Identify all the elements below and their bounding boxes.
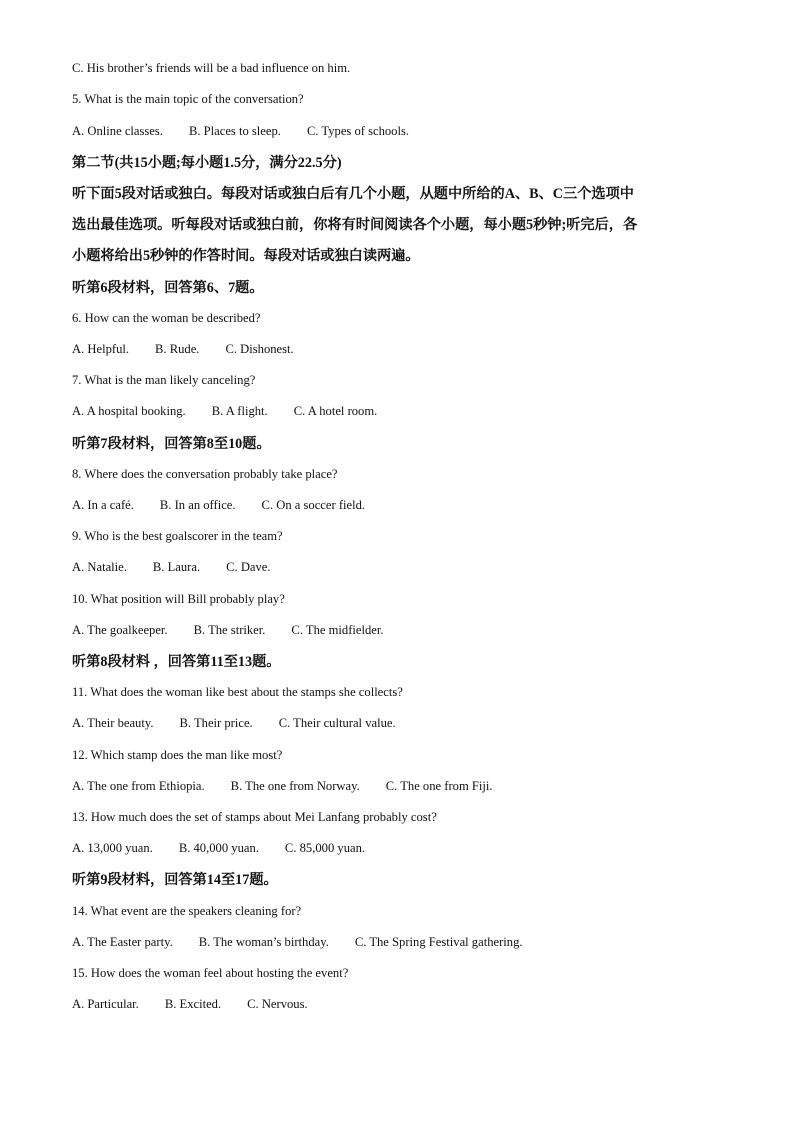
question-text: 15. How does the woman feel about hosting the event?	[72, 966, 349, 980]
answer-option: B. Rude.	[155, 342, 200, 356]
answer-option: B. Laura.	[152, 560, 201, 574]
answer-option: C. The midfielder.	[291, 623, 384, 637]
section-heading: 听第7段材料，回答第8至10题。	[72, 436, 271, 452]
answer-option: B. The striker.	[193, 623, 266, 637]
answer-option: A. Their beauty.	[72, 716, 154, 730]
answer-option: A. 13,000 yuan.	[72, 841, 153, 855]
answer-option: C. 85,000 yuan.	[284, 841, 366, 855]
answer-option: A. Helpful.	[72, 342, 130, 356]
answer-options	[72, 123, 409, 139]
answer-option: B. Excited.	[164, 997, 222, 1011]
answer-options	[72, 497, 365, 513]
answer-option: C. The one from Fiji.	[385, 779, 493, 793]
answer-option: C. Dave.	[226, 560, 271, 574]
answer-option: C. The Spring Festival gathering.	[354, 935, 523, 949]
answer-options	[72, 840, 365, 856]
answer-options	[72, 996, 308, 1012]
answer-option: A. The Easter party.	[72, 935, 173, 949]
answer-option: C. On a soccer field.	[261, 498, 366, 512]
answer-options	[72, 934, 523, 950]
answer-option: C. A hotel room.	[293, 404, 378, 418]
question-text: 14. What event are the speakers cleaning for?	[72, 904, 302, 918]
question-text: 13. How much does the set of stamps about Mei Lanfang probably cost?	[72, 810, 437, 824]
answer-options	[72, 622, 384, 638]
answer-option: A. The goalkeeper.	[72, 623, 168, 637]
question-text: 9. Who is the best goalscorer in the team?	[72, 529, 283, 543]
answer-option: C. Dishonest.	[225, 342, 294, 356]
section-heading: 听第8段材料 ，回答第11至13题。	[72, 654, 281, 670]
answer-option: A. In a café.	[72, 498, 134, 512]
answer-option: B. 40,000 yuan.	[178, 841, 259, 855]
section-heading: 听下面5段对话或独白。每段对话或独白后有几个小题，从题中所给的A、B、C三个选项中	[72, 186, 634, 202]
answer-option: B. The woman’s birthday.	[198, 935, 329, 949]
section-heading: 听第6段材料，回答第6、7题。	[72, 280, 264, 296]
question-text: 6. How can the woman be described?	[72, 311, 261, 325]
answer-options	[72, 403, 377, 419]
answer-option: B. Places to sleep.	[188, 124, 281, 138]
answer-option: B. In an office.	[159, 498, 236, 512]
question-text: 10. What position will Bill probably play?	[72, 592, 285, 606]
section-heading: 选出最佳选项。听每段对话或独白前，你将有时间阅读各个小题，每小题5秒钟;听完后，各	[72, 217, 638, 233]
answer-option: C. Nervous.	[247, 997, 308, 1011]
answer-options	[72, 341, 294, 357]
answer-options	[72, 715, 396, 731]
question-text: 7. What is the man likely canceling?	[72, 373, 256, 387]
answer-option-text: C. His brother’s friends will be a bad influence on him.	[72, 61, 351, 75]
answer-option: A. The one from Ethiopia.	[72, 779, 205, 793]
answer-option: C. Their cultural value.	[278, 716, 396, 730]
section-heading: 听第9段材料，回答第14至17题。	[72, 872, 278, 888]
answer-option: C. Types of schools.	[306, 124, 410, 138]
answer-option: A. Online classes.	[72, 124, 163, 138]
question-text: 12. Which stamp does the man like most?	[72, 748, 283, 762]
answer-options	[72, 778, 493, 794]
question-text: 5. What is the main topic of the conversation?	[72, 92, 304, 106]
answer-option: A. Particular.	[72, 997, 139, 1011]
question-text: 8. Where does the conversation probably take place?	[72, 467, 338, 481]
answer-option: B. A flight.	[211, 404, 268, 418]
answer-option: A. Natalie.	[72, 560, 127, 574]
question-text: 11. What does the woman like best about the stamps she collects?	[72, 685, 403, 699]
section-heading: 第二节(共15小题;每小题1.5分，满分22.5分)	[72, 155, 342, 171]
answer-option: B. The one from Norway.	[230, 779, 360, 793]
answer-option: A. A hospital booking.	[72, 404, 186, 418]
answer-option: B. Their price.	[179, 716, 253, 730]
answer-options	[72, 559, 271, 575]
section-heading: 小题将给出5秒钟的作答时间。每段对话或独白读两遍。	[72, 248, 420, 264]
